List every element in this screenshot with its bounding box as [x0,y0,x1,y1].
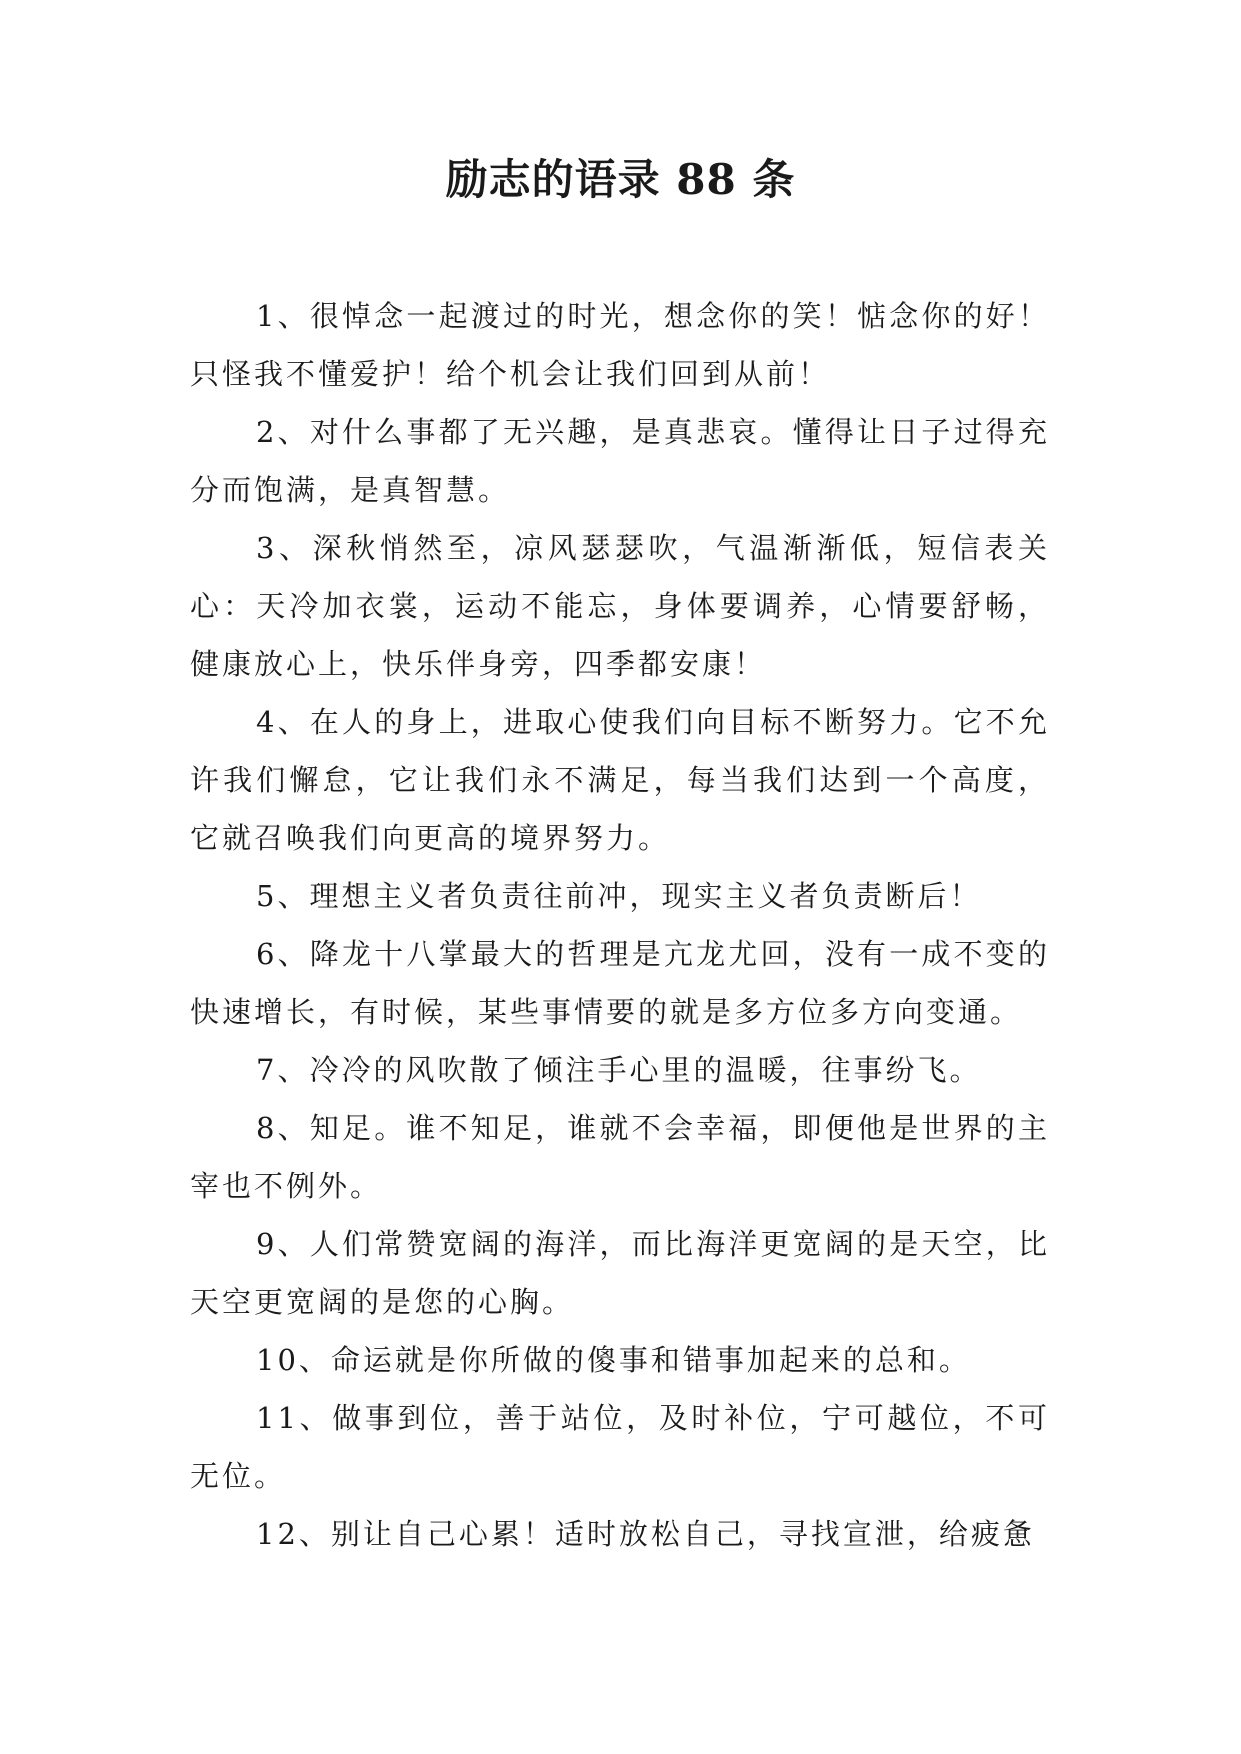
paragraph: 4、在人的身上，进取心使我们向目标不断努力。它不允许我们懈怠，它让我们永不满足，每当我们达到一个高度，它就召唤我们向更高的境界努力。 [190,705,1050,855]
paragraph: 6、降龙十八掌最大的哲理是亢龙尤回，没有一成不变的快速增长，有时候，某些事情要的就是多方位多方向变通。 [190,937,1050,1029]
paragraph: 2、对什么事都了无兴趣，是真悲哀。懂得让日子过得充分而饱满，是真智慧。 [190,415,1050,507]
paragraph: 9、人们常赞宽阔的海洋，而比海洋更宽阔的是天空，比天空更宽阔的是您的心胸。 [190,1227,1050,1319]
paragraph: 8、知足。谁不知足，谁就不会幸福，即便他是世界的主宰也不例外。 [190,1111,1050,1203]
document-title: 励志的语录 88 条 [445,155,796,204]
document-body [190,287,1050,1563]
paragraph: 3、深秋悄然至，凉风瑟瑟吹，气温渐渐低，短信表关心：天冷加衣裳，运动不能忘，身体要调养，心情要舒畅，健康放心上，快乐伴身旁，四季都安康！ [190,531,1050,681]
paragraph: 11、做事到位，善于站位，及时补位，宁可越位，不可无位。 [190,1401,1050,1493]
paragraph: 12、别让自己心累！适时放松自己，寻找宣泄，给疲惫 [256,1517,1035,1551]
paragraph: 5、理想主义者负责往前冲，现实主义者负责断后！ [256,879,982,913]
paragraph: 10、命运就是你所做的傻事和错事加起来的总和。 [256,1343,971,1377]
paragraph: 7、冷冷的风吹散了倾注手心里的温暖，往事纷飞。 [256,1053,982,1087]
paragraph: 1、很悼念一起渡过的时光，想念你的笑！惦念你的好！只怪我不懂爱护！给个机会让我们回到从前！ [190,299,1050,391]
